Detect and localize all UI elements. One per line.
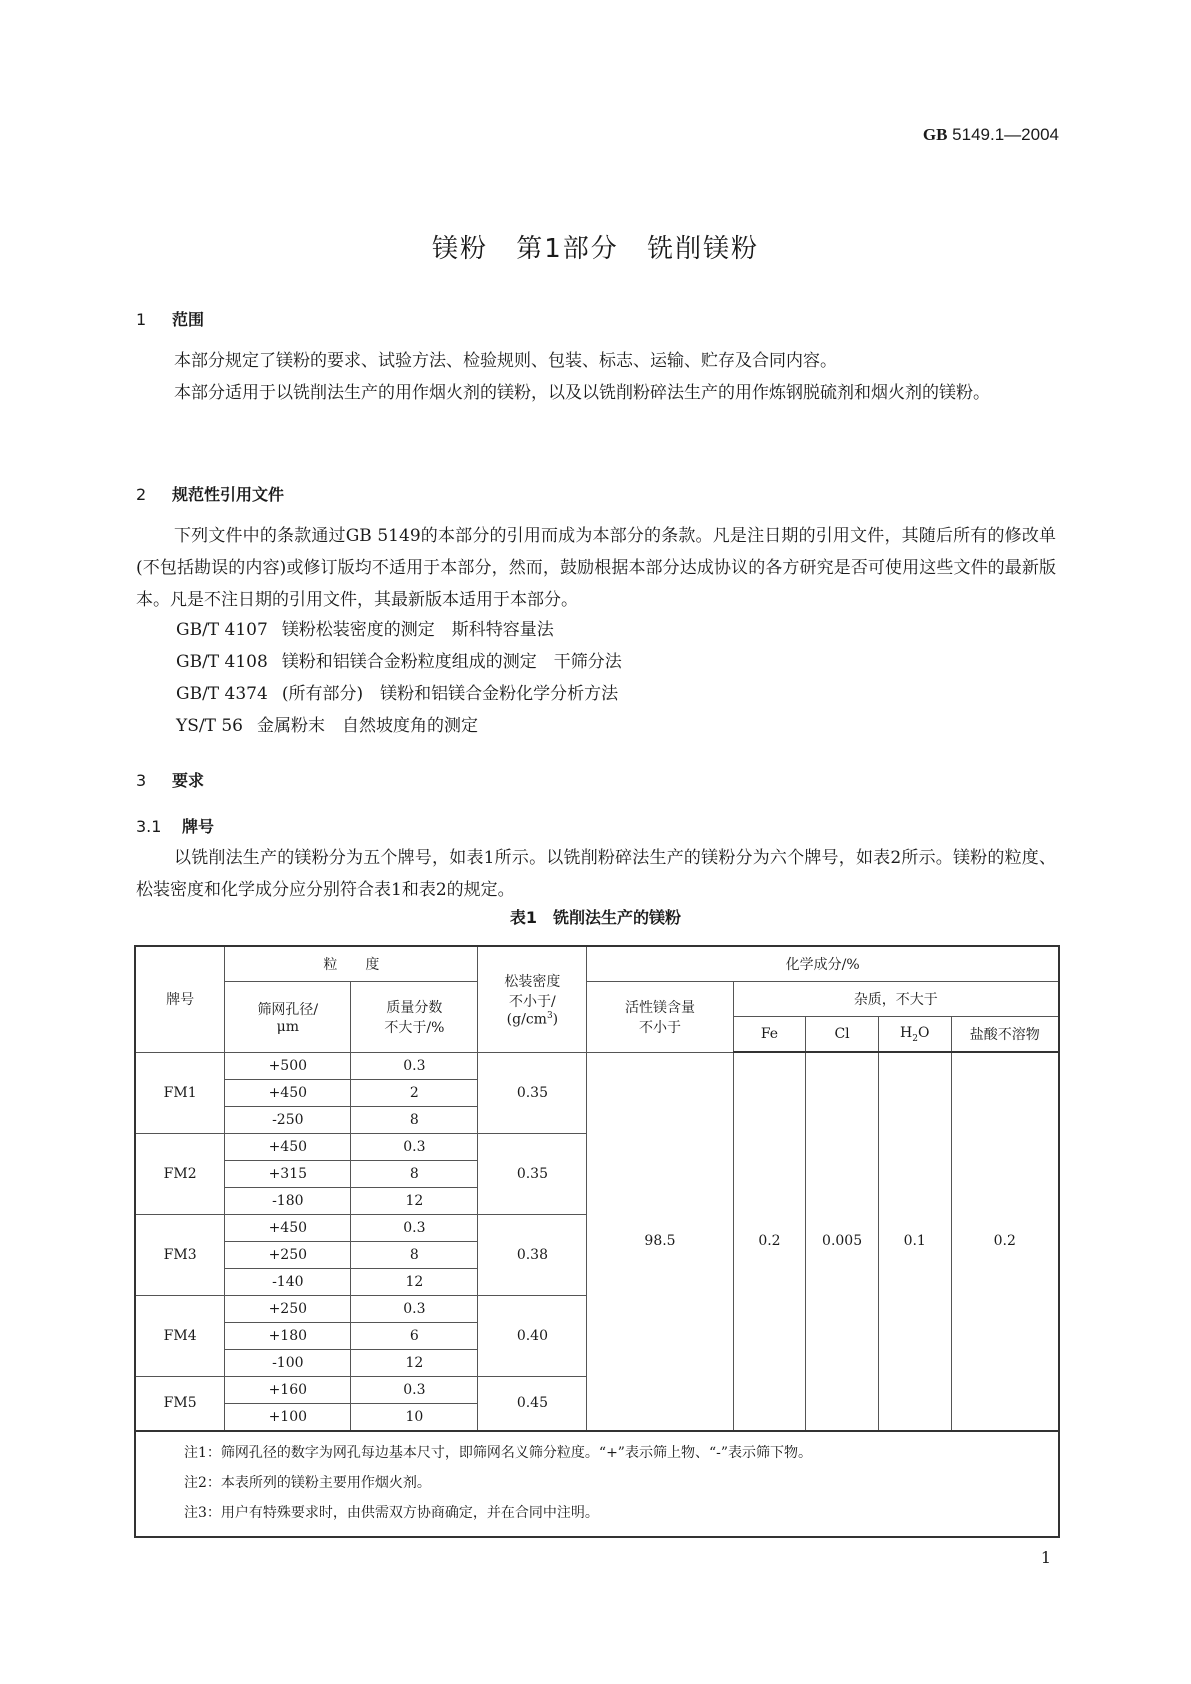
formula-subscript: 2 [912,1033,918,1044]
header-fe: Fe [733,1017,806,1053]
reference-title: (所有部分) 镁粉和铝镁合金粉化学分析方法 [281,684,619,704]
paragraph: 本部分适用于以铣削法生产的用作烟火剂的镁粉，以及以铣削粉碎法生产的用作炼钢脱硫剂和烟火剂的镁粉。 [174,383,990,403]
unit-text: (g/cm [506,1011,547,1028]
section-number: 3.1 [136,817,162,836]
reference-code: GB/T 4108 [176,652,268,672]
mass-cell: 8 [351,1241,478,1268]
fe-cell: 0.2 [733,1052,806,1431]
section-heading-3-1 [136,814,214,837]
grade-cell: FM1 [135,1052,225,1133]
section-number: 3 [136,771,147,790]
header-cl: Cl [806,1017,879,1053]
section-title: 范围 [172,310,205,329]
mass-cell: 0.3 [351,1214,478,1241]
document-title: 镁粉 第1部分 铣削镁粉 [431,234,760,264]
section-2-body [136,520,1056,616]
header-text: 不大于/% [384,1019,445,1036]
density-cell: 0.35 [478,1052,587,1133]
hcl-insoluble-cell: 0.2 [951,1052,1059,1431]
header-grade: 牌号 [135,946,225,1052]
active-mg-cell: 98.5 [587,1052,733,1431]
sieve-cell: +100 [225,1403,351,1431]
sieve-cell: +250 [225,1295,351,1322]
section-heading-1 [136,307,204,330]
header-text [478,1011,586,1028]
header-mass-fraction [351,982,478,1053]
sieve-cell: -250 [225,1106,351,1133]
table-notes-row [135,1431,1059,1537]
reference-code: GB/T 4107 [176,620,268,640]
paragraph: 本部分规定了镁粉的要求、试验方法、检验规则、包装、标志、运输、贮存及合同内容。 [174,351,837,371]
header-text: 不小于 [639,1019,681,1036]
sieve-cell: +500 [225,1052,351,1079]
reference-title: 镁粉松装密度的测定 斯科特容量法 [281,620,554,640]
mass-cell: 0.3 [351,1052,478,1079]
unit-superscript: 3 [546,1010,553,1021]
header-text: 筛网孔径/ [257,1001,319,1018]
header-text: 质量分数 [386,999,443,1016]
section-1-body [136,345,1056,409]
mass-cell: 6 [351,1322,478,1349]
standard-code [923,125,1059,145]
reference-item [176,710,622,742]
unit-text: ) [552,1011,559,1028]
sieve-cell: +250 [225,1241,351,1268]
section-number: 1 [136,310,147,329]
sieve-cell: +160 [225,1376,351,1403]
reference-list [176,614,622,742]
table-notes [135,1431,1059,1537]
reference-title: 金属粉末 自然坡度角的测定 [256,716,478,736]
header-granularity: 粒 度 [225,946,478,982]
reference-item [176,614,622,646]
page-number: 1 [1040,1548,1051,1567]
reference-code: GB/T 4374 [176,684,268,704]
section-3-1-body [136,842,1056,906]
grade-cell: FM4 [135,1295,225,1376]
table-note: 注2：本表所列的镁粉主要用作烟火剂。 [184,1474,431,1491]
reference-code: YS/T 56 [176,716,243,736]
header-hcl-insoluble: 盐酸不溶物 [951,1017,1059,1053]
mass-cell: 0.3 [351,1295,478,1322]
cl-cell: 0.005 [806,1052,879,1431]
header-text: 活性镁含量 [625,999,695,1016]
grade-cell: FM3 [135,1214,225,1295]
sieve-cell: +450 [225,1079,351,1106]
table-note: 注3：用户有特殊要求时，由供需双方协商确定，并在合同中注明。 [184,1504,599,1521]
reference-item [176,678,622,710]
header-h2o [878,1017,951,1053]
section-heading-2 [136,482,284,505]
header-text: 松装密度 [504,973,561,990]
h2o-cell: 0.1 [878,1052,951,1431]
section-heading-3 [136,768,204,791]
mass-cell: 2 [351,1079,478,1106]
header-active-mg [587,982,733,1053]
density-cell: 0.35 [478,1133,587,1214]
formula-text: H [899,1024,913,1041]
sieve-cell: +180 [225,1322,351,1349]
paragraph: 以铣削法生产的镁粉分为五个牌号，如表1所示。以铣削粉碎法生产的镁粉分为六个牌号，如表2所示。镁粉的粒度、松装密度和化学成分应分别符合表1和表2的规定。 [136,848,1056,900]
mass-cell: 10 [351,1403,478,1431]
reference-title: 镁粉和铝镁合金粉粒度组成的测定 干筛分法 [281,652,622,672]
grade-cell: FM5 [135,1376,225,1431]
header-impurity: 杂质，不大于 [733,982,1059,1017]
density-cell: 0.45 [478,1376,587,1431]
section-title: 要求 [172,771,205,790]
standard-code-prefix: GB [922,125,948,144]
table-row [135,1052,1059,1079]
paragraph: 下列文件中的条款通过GB 5149的本部分的引用而成为本部分的条款。凡是注日期的引用文件，其随后所有的修改单(不包括勘误的内容)或修订版均不适用于本部分，然而，鼓励根据本部分达成协议的各方研究是否可使用这些文件的最新版本。凡是不注日期的引用文件，其最新版本适用于本部分。 [136,526,1056,610]
mass-cell: 8 [351,1160,478,1187]
table-1 [134,945,1060,1538]
sieve-cell: +450 [225,1214,351,1241]
header-text: 不小于/ [509,993,556,1010]
header-bulk-density [478,946,587,1052]
header-sieve-size [225,982,351,1053]
mass-cell: 0.3 [351,1133,478,1160]
sieve-cell: -100 [225,1349,351,1376]
standard-code-number: 5149.1—2004 [947,125,1059,144]
sieve-cell: -140 [225,1268,351,1295]
reference-item [176,646,622,678]
mass-cell: 12 [351,1349,478,1376]
section-number: 2 [136,485,147,504]
density-cell: 0.40 [478,1295,587,1376]
grade-cell: FM2 [135,1133,225,1214]
sieve-cell: -180 [225,1187,351,1214]
header-text: μm [276,1018,299,1035]
formula-text: O [917,1024,930,1041]
section-title: 牌号 [182,817,215,836]
header-chemical-composition: 化学成分/% [587,946,1059,982]
sieve-cell: +315 [225,1160,351,1187]
mass-cell: 12 [351,1187,478,1214]
mass-cell: 0.3 [351,1376,478,1403]
mass-cell: 8 [351,1106,478,1133]
sieve-cell: +450 [225,1133,351,1160]
density-cell: 0.38 [478,1214,587,1295]
table-caption: 表1 铣削法生产的镁粉 [509,908,682,927]
section-title: 规范性引用文件 [172,485,285,504]
mass-cell: 12 [351,1268,478,1295]
table-note: 注1：筛网孔径的数字为网孔每边基本尺寸，即筛网名义筛分粒度。“+”表示筛上物、“-”表示筛下物。 [184,1444,812,1461]
